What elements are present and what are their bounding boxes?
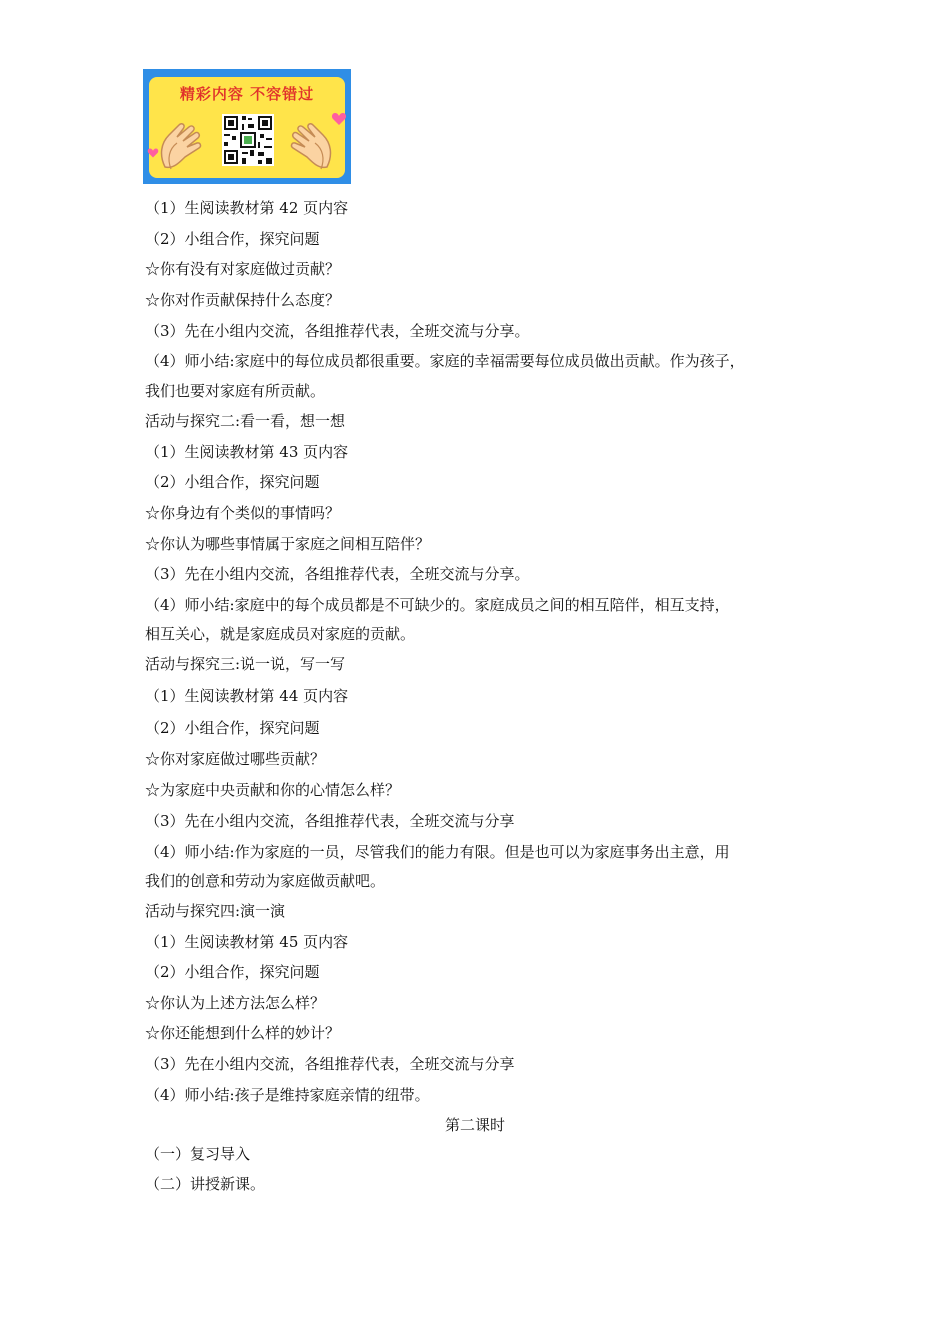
section-heading: 活动与探究二:看一看，想一想 xyxy=(145,412,346,430)
lesson-heading: 第二课时 xyxy=(444,1116,505,1134)
text-line: 相互关心，就是家庭成员对家庭的贡献。 xyxy=(145,625,416,643)
text-line: （3）先在小组内交流，各组推荐代表，全班交流与分享。 xyxy=(145,322,530,340)
section-heading: 活动与探究三:说一说，写一写 xyxy=(145,655,346,673)
text-line: ☆你认为哪些事情属于家庭之间相互陪伴？ xyxy=(145,535,431,553)
text-line: （二）讲授新课。 xyxy=(145,1175,266,1193)
text-line: （2）小组合作，探究问题 xyxy=(145,473,320,491)
text-line: （4）师小结:作为家庭的一员，尽管我们的能力有限。但是也可以为家庭事务出主意，用 xyxy=(145,843,730,861)
text-line: （4）师小结:家庭中的每个成员都是不可缺少的。家庭成员之间的相互陪伴，相互支持， xyxy=(145,596,730,614)
text-line: 我们也要对家庭有所贡献。 xyxy=(145,382,326,400)
text-line: （1）生阅读教材第 45 页内容 xyxy=(145,933,349,951)
text-line: ☆你有没有对家庭做过贡献？ xyxy=(145,260,341,278)
text-line: （1）生阅读教材第 44 页内容 xyxy=(145,687,349,705)
text-line: （2）小组合作，探究问题 xyxy=(145,230,320,248)
text-line: ☆为家庭中央贡献和你的心情怎么样？ xyxy=(145,781,401,799)
text-line: ☆你对作贡献保持什么态度？ xyxy=(145,291,341,309)
text-line: （3）先在小组内交流，各组推荐代表，全班交流与分享 xyxy=(145,1055,515,1073)
text-line: （4）师小结:家庭中的每位成员都很重要。家庭的幸福需要每位成员做出贡献。作为孩子， xyxy=(145,352,745,370)
text-line: ☆你身边有个类似的事情吗？ xyxy=(145,504,341,522)
text-line: ☆你认为上述方法怎么样？ xyxy=(145,994,326,1012)
text-line: ☆你对家庭做过哪些贡献？ xyxy=(145,750,326,768)
text-line: （3）先在小组内交流，各组推荐代表，全班交流与分享。 xyxy=(145,565,530,583)
text-line: （2）小组合作，探究问题 xyxy=(145,719,320,737)
text-line: （4）师小结:孩子是维持家庭亲情的纽带。 xyxy=(145,1086,430,1104)
text-line: （2）小组合作，探究问题 xyxy=(145,963,320,981)
text-line: （一）复习导入 xyxy=(145,1145,251,1163)
text-line: ☆你还能想到什么样的妙计？ xyxy=(145,1024,341,1042)
text-line: （1）生阅读教材第 43 页内容 xyxy=(145,443,349,461)
text-line: 我们的创意和劳动为家庭做贡献吧。 xyxy=(145,872,386,890)
promo-banner-title: 精彩内容 不容错过 xyxy=(179,85,315,103)
text-line: （3）先在小组内交流，各组推荐代表，全班交流与分享 xyxy=(145,812,515,830)
text-line: （1）生阅读教材第 42 页内容 xyxy=(145,199,349,217)
section-heading: 活动与探究四:演一演 xyxy=(145,902,286,920)
